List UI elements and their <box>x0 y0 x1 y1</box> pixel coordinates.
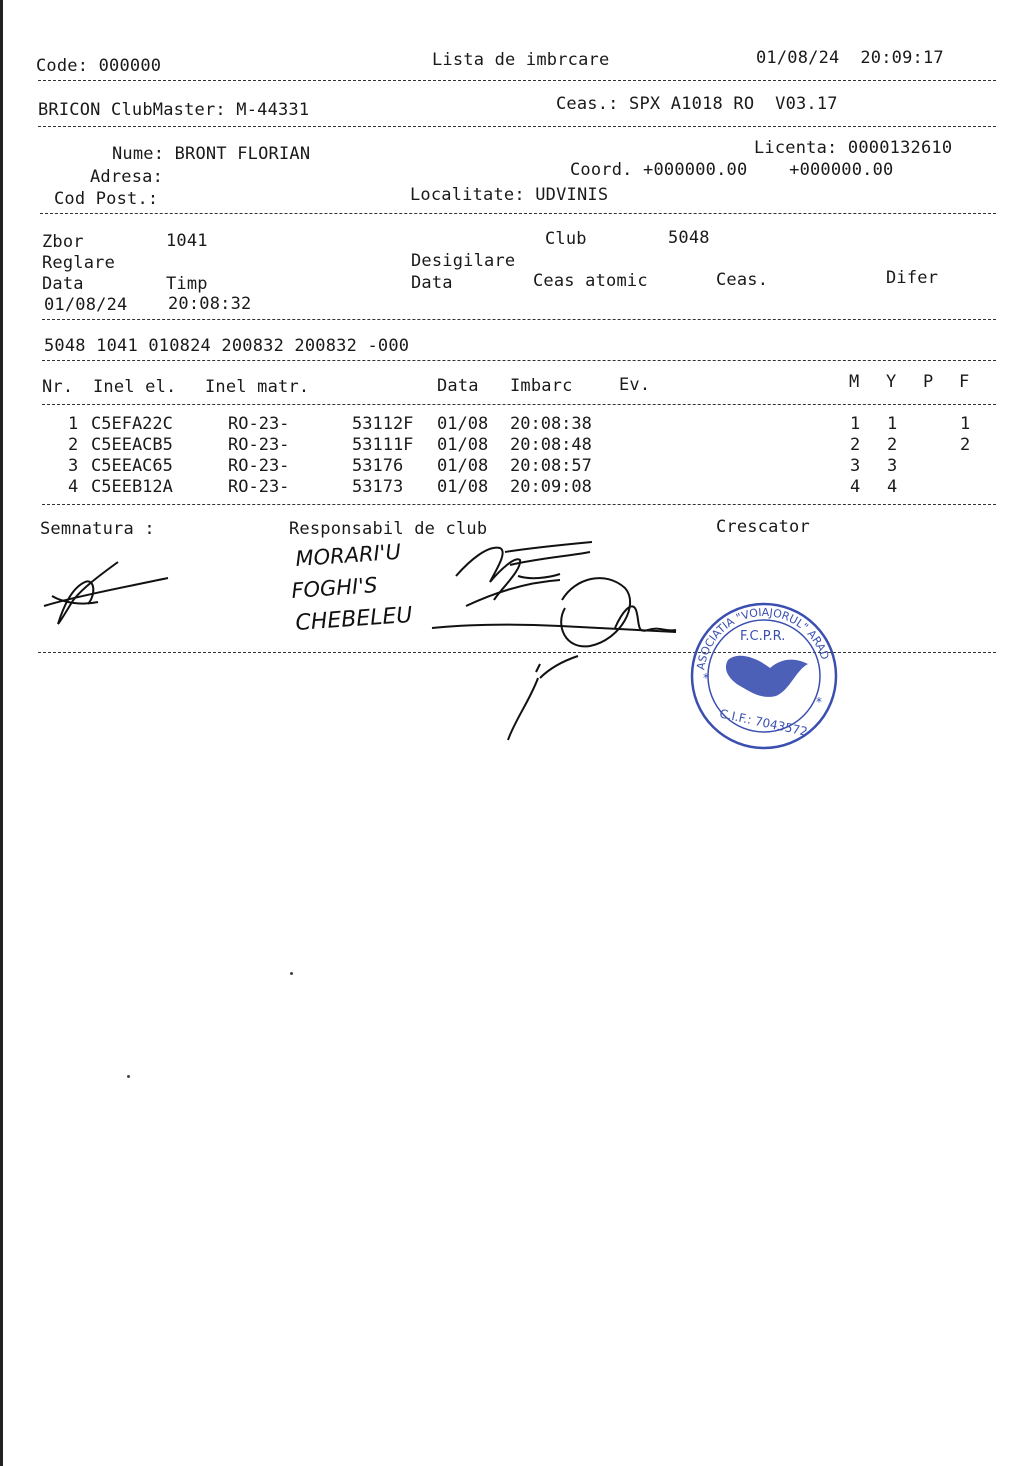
coordinates: Coord. +000000.00 +000000.00 <box>570 160 894 180</box>
row-nr: 4 <box>68 477 79 497</box>
row-matr: 53112F <box>352 414 414 434</box>
row-prefix: RO-23- <box>228 435 290 455</box>
row-time: 20:08:38 <box>510 414 592 434</box>
code-line: 5048 1041 010824 200832 200832 -000 <box>44 336 410 356</box>
row-prefix: RO-23- <box>228 456 290 476</box>
postal-code-label: Cod Post.: <box>54 189 159 209</box>
club-label: Club <box>545 229 587 249</box>
row-time: 20:08:48 <box>510 435 592 455</box>
stamp-cif: C.I.F.: 7043572 <box>718 706 809 739</box>
col-p: P <box>923 372 934 392</box>
club-signature <box>432 542 676 740</box>
col-imbarc: Imbarc <box>510 376 573 396</box>
stamp-center-text: F.C.P.R. <box>740 629 786 644</box>
clock-info: Ceas.: SPX A1018 RO V03.17 <box>556 94 838 114</box>
row-y: 4 <box>887 477 898 497</box>
star-icon: * <box>816 695 822 709</box>
breeder-signature <box>44 562 168 624</box>
code-label: Code: 000000 <box>36 56 162 76</box>
row-y: 1 <box>887 414 898 434</box>
atomic-clock-label: Ceas atomic <box>533 271 648 291</box>
row-nr: 3 <box>68 456 79 476</box>
row-y: 2 <box>887 435 898 455</box>
row-matr: 53173 <box>352 477 404 497</box>
row-date: 01/08 <box>437 414 489 434</box>
col-inel-el: Inel el. <box>93 377 177 397</box>
speck <box>290 972 293 975</box>
row-m: 4 <box>850 477 861 497</box>
star-icon: * <box>703 671 709 685</box>
breeder-label: Crescator <box>716 517 810 537</box>
row-time: 20:08:57 <box>510 456 592 476</box>
row-f: 1 <box>960 414 971 434</box>
row-matr: 53111F <box>352 435 414 455</box>
data-label: Data <box>42 274 84 294</box>
col-y: Y <box>886 372 897 392</box>
data-label-2: Data <box>411 273 453 293</box>
club-stamp <box>692 604 836 748</box>
speck <box>127 1075 130 1078</box>
row-nr: 2 <box>68 435 79 455</box>
desigilare-label: Desigilare <box>411 251 516 271</box>
license-number: Licenta: 0000132610 <box>754 138 953 158</box>
row-matr: 53176 <box>352 456 404 476</box>
clubmaster-id: BRICON ClubMaster: M-44331 <box>38 100 310 120</box>
col-nr: Nr. <box>42 377 74 397</box>
row-inel-el: C5EEAC65 <box>91 456 173 476</box>
row-prefix: RO-23- <box>228 477 290 497</box>
signature-label: Semnatura : <box>40 519 155 539</box>
clock-label: Ceas. <box>716 270 769 290</box>
row-time: 20:09:08 <box>510 477 592 497</box>
set-time: 20:08:32 <box>168 294 252 314</box>
handwritten-name: CHEBELEU <box>294 602 414 636</box>
row-m: 1 <box>850 414 861 434</box>
document-title: Lista de imbrcare <box>432 50 610 70</box>
row-f: 2 <box>960 435 971 455</box>
flight-number: 1041 <box>166 231 208 251</box>
col-inel-matr: Inel matr. <box>205 377 310 397</box>
col-m: M <box>849 372 860 392</box>
col-ev: Ev. <box>619 375 651 395</box>
row-m: 2 <box>850 435 861 455</box>
handwritten-name: MORARI'U <box>294 539 402 571</box>
col-data: Data <box>437 376 479 396</box>
handwritten-name: FOGHI'S <box>290 573 379 603</box>
difference-label: Difer <box>886 268 939 288</box>
row-m: 3 <box>850 456 861 476</box>
row-date: 01/08 <box>437 456 489 476</box>
row-date: 01/08 <box>437 477 489 497</box>
set-date: 01/08/24 <box>44 295 128 315</box>
row-date: 01/08 <box>437 435 489 455</box>
print-datetime: 01/08/24 20:09:17 <box>756 48 944 68</box>
fancier-name: Nume: BRONT FLORIAN <box>112 144 311 164</box>
row-inel-el: C5EEB12A <box>91 477 173 497</box>
time-label: Timp <box>166 274 208 294</box>
address-label: Adresa: <box>90 167 164 187</box>
flight-label: Zbor <box>42 232 84 252</box>
reglare-label: Reglare <box>42 253 116 273</box>
club-number: 5048 <box>668 228 710 248</box>
row-nr: 1 <box>68 414 79 434</box>
dove-icon <box>726 656 808 697</box>
stamp-ring-text: ASOCIATIA "VOIAJORUL" ARAD <box>694 605 832 671</box>
row-inel-el: C5EEACB5 <box>91 435 173 455</box>
row-y: 3 <box>887 456 898 476</box>
club-responsible-label: Responsabil de club <box>289 519 488 539</box>
row-prefix: RO-23- <box>228 414 290 434</box>
col-f: F <box>959 372 970 392</box>
row-inel-el: C5EFA22C <box>91 414 173 434</box>
locality: Localitate: UDVINIS <box>410 185 609 205</box>
